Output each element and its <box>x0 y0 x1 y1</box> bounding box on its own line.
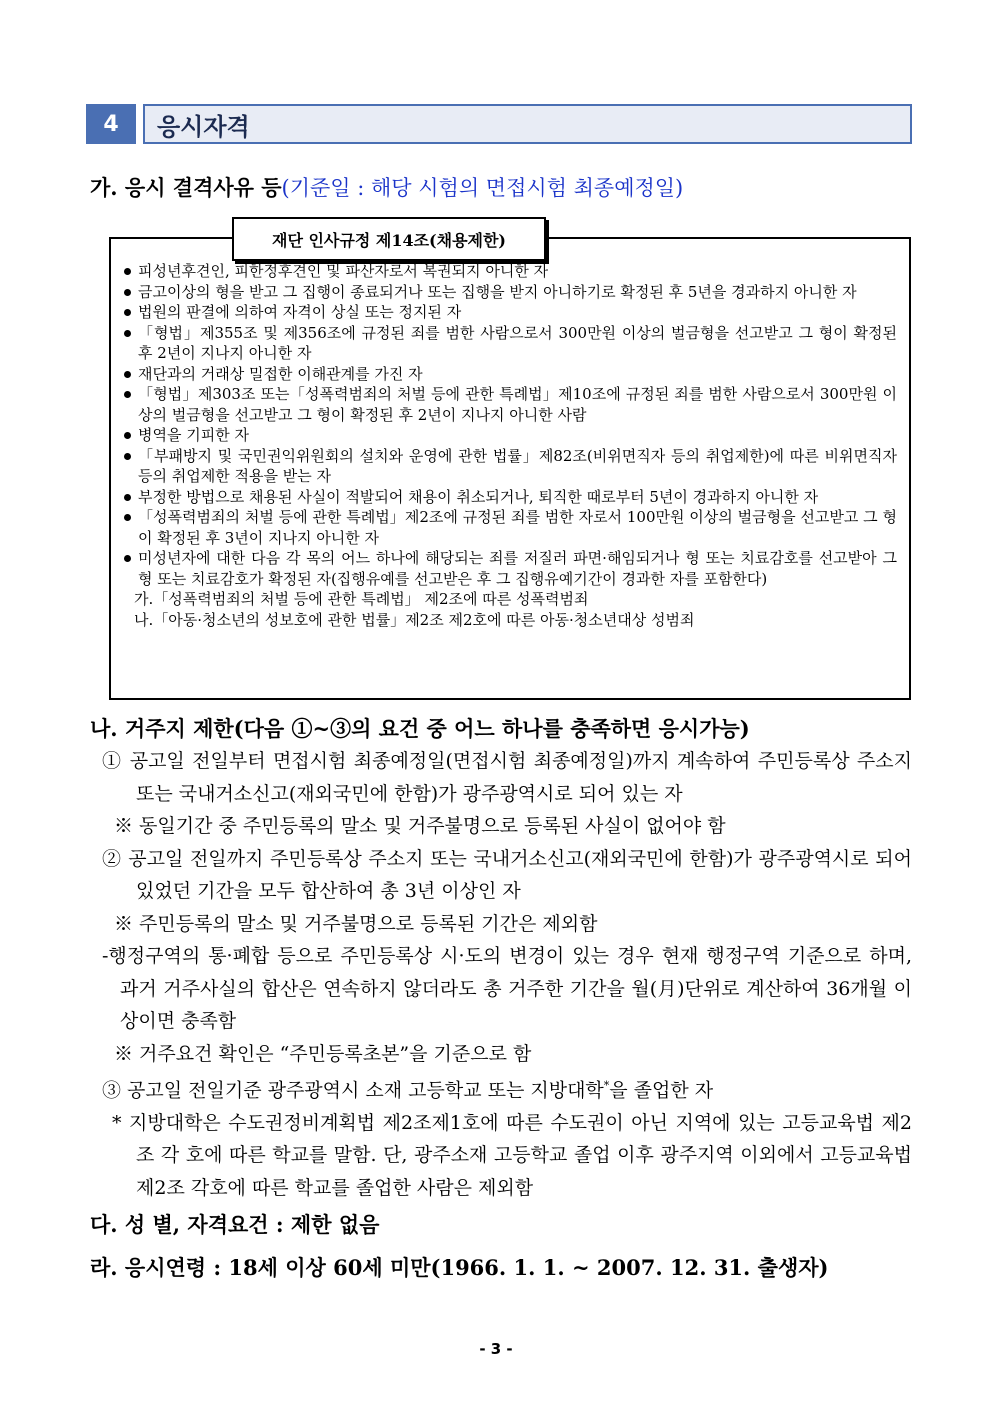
section-title: 응시자격 <box>143 104 912 144</box>
requirements-body <box>90 712 912 1284</box>
requirement-note-1: ※ 동일기간 중 주민등록의 말소 및 거주불명으로 등록된 사실이 없어야 함 <box>114 815 726 837</box>
item3-text-a: ③ 공고일 전일기준 광주광역시 소재 고등학교 또는 지방대학 <box>102 1079 604 1102</box>
disqualification-list <box>122 261 897 589</box>
requirement-item-3 <box>90 1070 912 1107</box>
list-item: 미성년자에 대한 다음 각 목의 어느 하나에 해당되는 죄를 저질러 파면·해임되거나 형 또는 치료감호를 선고받아 그 형 또는 치료감호가 확정된 자(집행유예를 선고받은 후 그 집행유예기간이 경과한 자를 포함한다) <box>122 548 897 589</box>
list-item: 재단과의 거래상 밀접한 이해관계를 가진 자 <box>122 364 897 385</box>
sub-item: 나.「아동·청소년의 성보호에 관한 법률」제2조 제2호에 따른 아동·청소년대상 성범죄 <box>134 610 695 629</box>
subsection-ra-heading: 라. 응시연령 : 18세 이상 60세 미만(1966. 1. 1. ~ 2007. 12. 31. 출생자) <box>90 1255 829 1281</box>
list-item: 「성폭력범죄의 처벌 등에 관한 특례법」제2조에 규정된 죄를 범한 자로서 100만원 이상의 벌금형을 선고받고 그 형이 확정된 후 3년이 지나지 아니한 자 <box>122 507 897 548</box>
list-item: 금고이상의 형을 받고 그 집행이 종료되거나 또는 집행을 받지 아니하기로 확정된 후 5년을 경과하지 아니한 자 <box>122 282 897 303</box>
requirement-item-2: ② 공고일 전일까지 주민등록상 주소지 또는 국내거소신고(재외국민에 한함)가 광주광역시로 되어 있었던 기간을 모두 합산하여 총 3년 이상인 자 <box>102 847 912 902</box>
requirement-item-1: ① 공고일 전일부터 면접시험 최종예정일(면접시험 최종예정일)까지 계속하여 주민등록상 주소지 또는 국내거소신고(재외국민에 한함)가 광주광역시로 되어 있는 자 <box>102 750 912 805</box>
list-item: 「형법」제303조 또는「성폭력범죄의 처벌 등에 관한 특례법」제10조에 규정된 죄를 범한 사람으로서 300만원 이상의 벌금형을 선고받고 그 형이 확정된 후 2년이 지나지 아니한 사람 <box>122 384 897 425</box>
footnote-marker: * <box>603 1079 610 1092</box>
list-item: 「형법」제355조 및 제356조에 규정된 죄를 범한 사람으로서 300만원 이상의 벌금형을 선고받고 그 형이 확정된 후 2년이 지나지 아니한 자 <box>122 323 897 364</box>
list-item: 법원의 판결에 의하여 자격이 상실 또는 정지된 자 <box>122 302 897 323</box>
requirement-dash-note: -행정구역의 통·폐합 등으로 주민등록상 시·도의 변경이 있는 경우 현재 행정구역 기준으로 하며, 과거 거주사실의 합산은 연속하지 않더라도 총 거주한 기간을 월(月)단위로 계산하여 36개월 이상이면 충족함 <box>102 945 912 1032</box>
ga-note: (기준일 : 해당 시험의 면접시험 최종예정일) <box>281 176 684 200</box>
subsection-ga-heading <box>90 172 683 202</box>
subsection-da-heading: 다. 성 별, 자격요건 : 제한 없음 <box>90 1212 380 1238</box>
requirement-note-2: ※ 주민등록의 말소 및 거주불명으로 등록된 기간은 제외함 <box>114 912 598 935</box>
section-header <box>86 104 912 144</box>
list-item: 부정한 방법으로 채용된 사실이 적발되어 채용이 취소되거나, 퇴직한 때로부터 5년이 경과하지 아니한 자 <box>122 487 897 508</box>
list-item: 피성년후견인, 피한정후견인 및 파산자로서 복권되지 아니한 자 <box>122 261 897 282</box>
item3-text-b: 을 졸업한 자 <box>609 1079 714 1102</box>
regulation-box-title: 재단 인사규정 제14조(채용제한) <box>232 217 546 261</box>
page-number: - 3 - <box>479 1340 513 1358</box>
ga-label: 가. 응시 결격사유 등 <box>90 175 282 200</box>
section-number: 4 <box>86 104 136 144</box>
sub-item: 가.「성폭력범죄의 처벌 등에 관한 특례법」 제2조에 따른 성폭력범죄 <box>134 590 589 608</box>
footnote-local-university: * 지방대학은 수도권정비계획법 제2조제1호에 따른 수도권이 아닌 지역에 있는 고등교육법 제2조 각 호에 따른 학교를 말함. 단, 광주소재 고등학교 졸업 이후 광주지역 이외에서 고등교육법 제2조 각호에 따른 학교를 졸업한 사람은 제외함 <box>112 1111 912 1199</box>
subsection-na-heading: 나. 거주지 제한(다음 ①~③의 요건 중 어느 하나를 충족하면 응시가능) <box>90 716 750 741</box>
requirement-note-3: ※ 거주요건 확인은 “주민등록초본”을 기준으로 함 <box>114 1042 532 1065</box>
regulation-box-content <box>122 261 897 630</box>
list-item: 「부패방지 및 국민권익위원회의 설치와 운영에 관한 법률」제82조(비위면직자 등의 취업제한)에 따른 비위면직자 등의 취업제한 적용을 받는 자 <box>122 446 897 487</box>
list-item: 병역을 기피한 자 <box>122 425 897 446</box>
